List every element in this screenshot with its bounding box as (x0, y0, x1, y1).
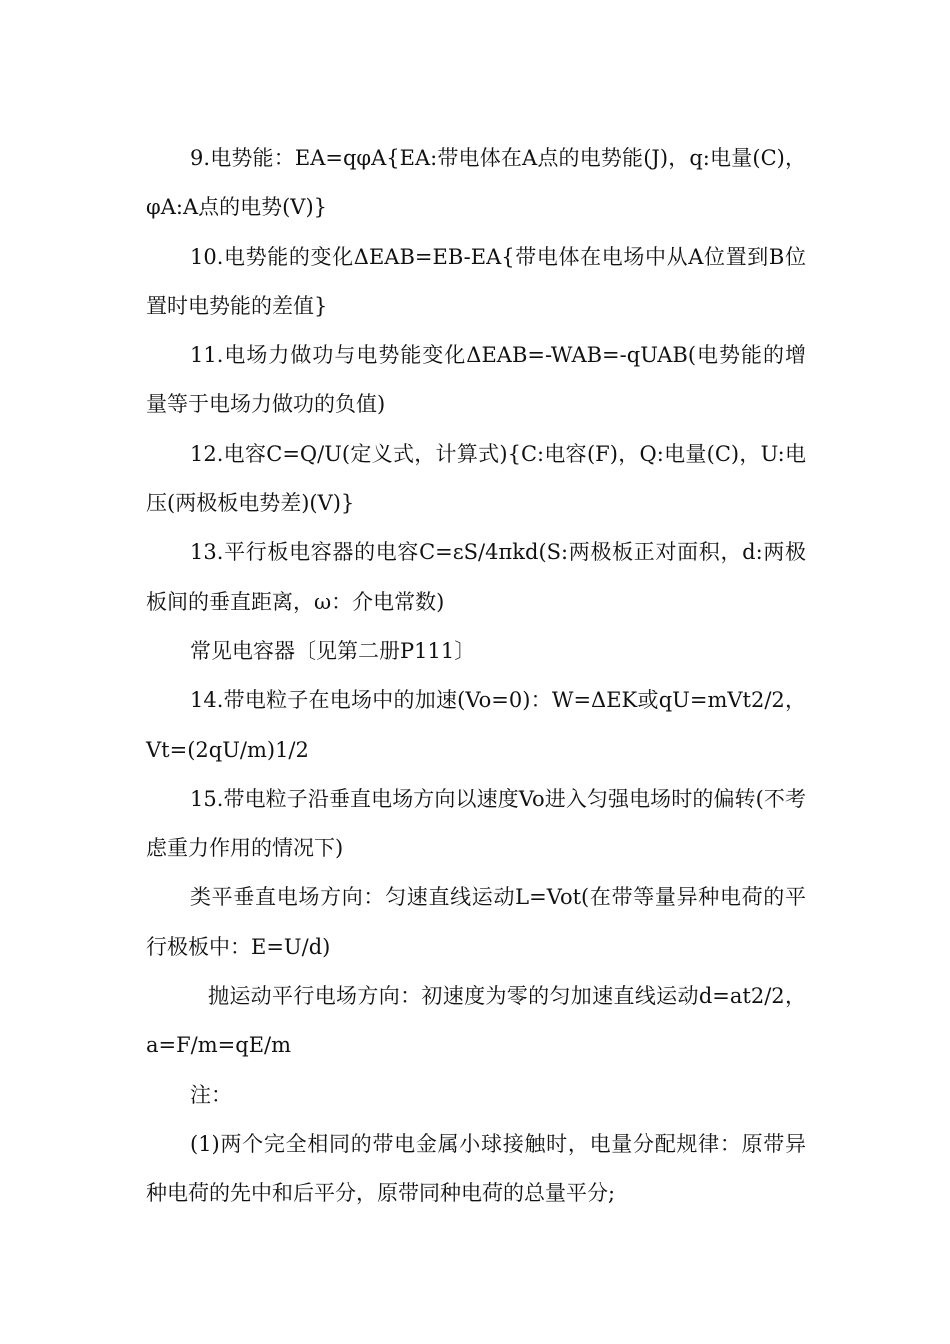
paragraph-note-1: (1)两个完全相同的带电金属小球接触时，电量分配规律：原带异种电荷的先中和后平分，原带同种电荷的总量平分; (146, 1131, 806, 1206)
paragraph-common-capacitors: 常见电容器〔见第二册P111〕 (190, 638, 476, 663)
paragraph-field-work: 11.电场力做功与电势能变化ΔEAB=-WAB=-qUAB(电势能的增量等于电场力做功的负值) (146, 343, 806, 417)
paragraph-note-heading: 注： (190, 1082, 232, 1107)
paragraph-capacitance: 12.电容C=Q/U(定义式，计算式){C:电容(F)，Q:电量(C)，U:电压(两极板电势差)(V)} (146, 441, 806, 516)
paragraph-electric-potential-energy: 9.电势能：EA=qφA{EA:带电体在A点的电势能(J)，q:电量(C)，φA:A点的电势(V)} (146, 146, 806, 220)
paragraph-perpendicular-motion: 类平垂直电场方向：匀速直线运动L=Vot(在带等量异种电荷的平行极板中：E=U/d) (146, 885, 806, 959)
paragraph-particle-deflection: 15.带电粒子沿垂直电场方向以速度Vo进入匀强电场时的偏转(不考虑重力作用的情况下) (146, 786, 806, 861)
document-body (146, 134, 806, 1219)
paragraph-potential-energy-change: 10.电势能的变化ΔEAB=EB-EA{带电体在电场中从A位置到B位置时电势能的差值} (146, 244, 806, 318)
paragraph-parallel-motion: 抛运动平行电场方向：初速度为零的匀加速直线运动d=at2/2，a=F/m=qE/m (146, 984, 806, 1058)
paragraph-parallel-plate-capacitor: 13.平行板电容器的电容C=εS/4πkd(S:两极板正对面积，d:两极板间的垂直距离，ω：介电常数) (146, 540, 806, 614)
paragraph-particle-acceleration: 14.带电粒子在电场中的加速(Vo=0)：W=ΔEK或qU=mVt2/2，Vt=(2qU/m)1/2 (146, 688, 806, 762)
